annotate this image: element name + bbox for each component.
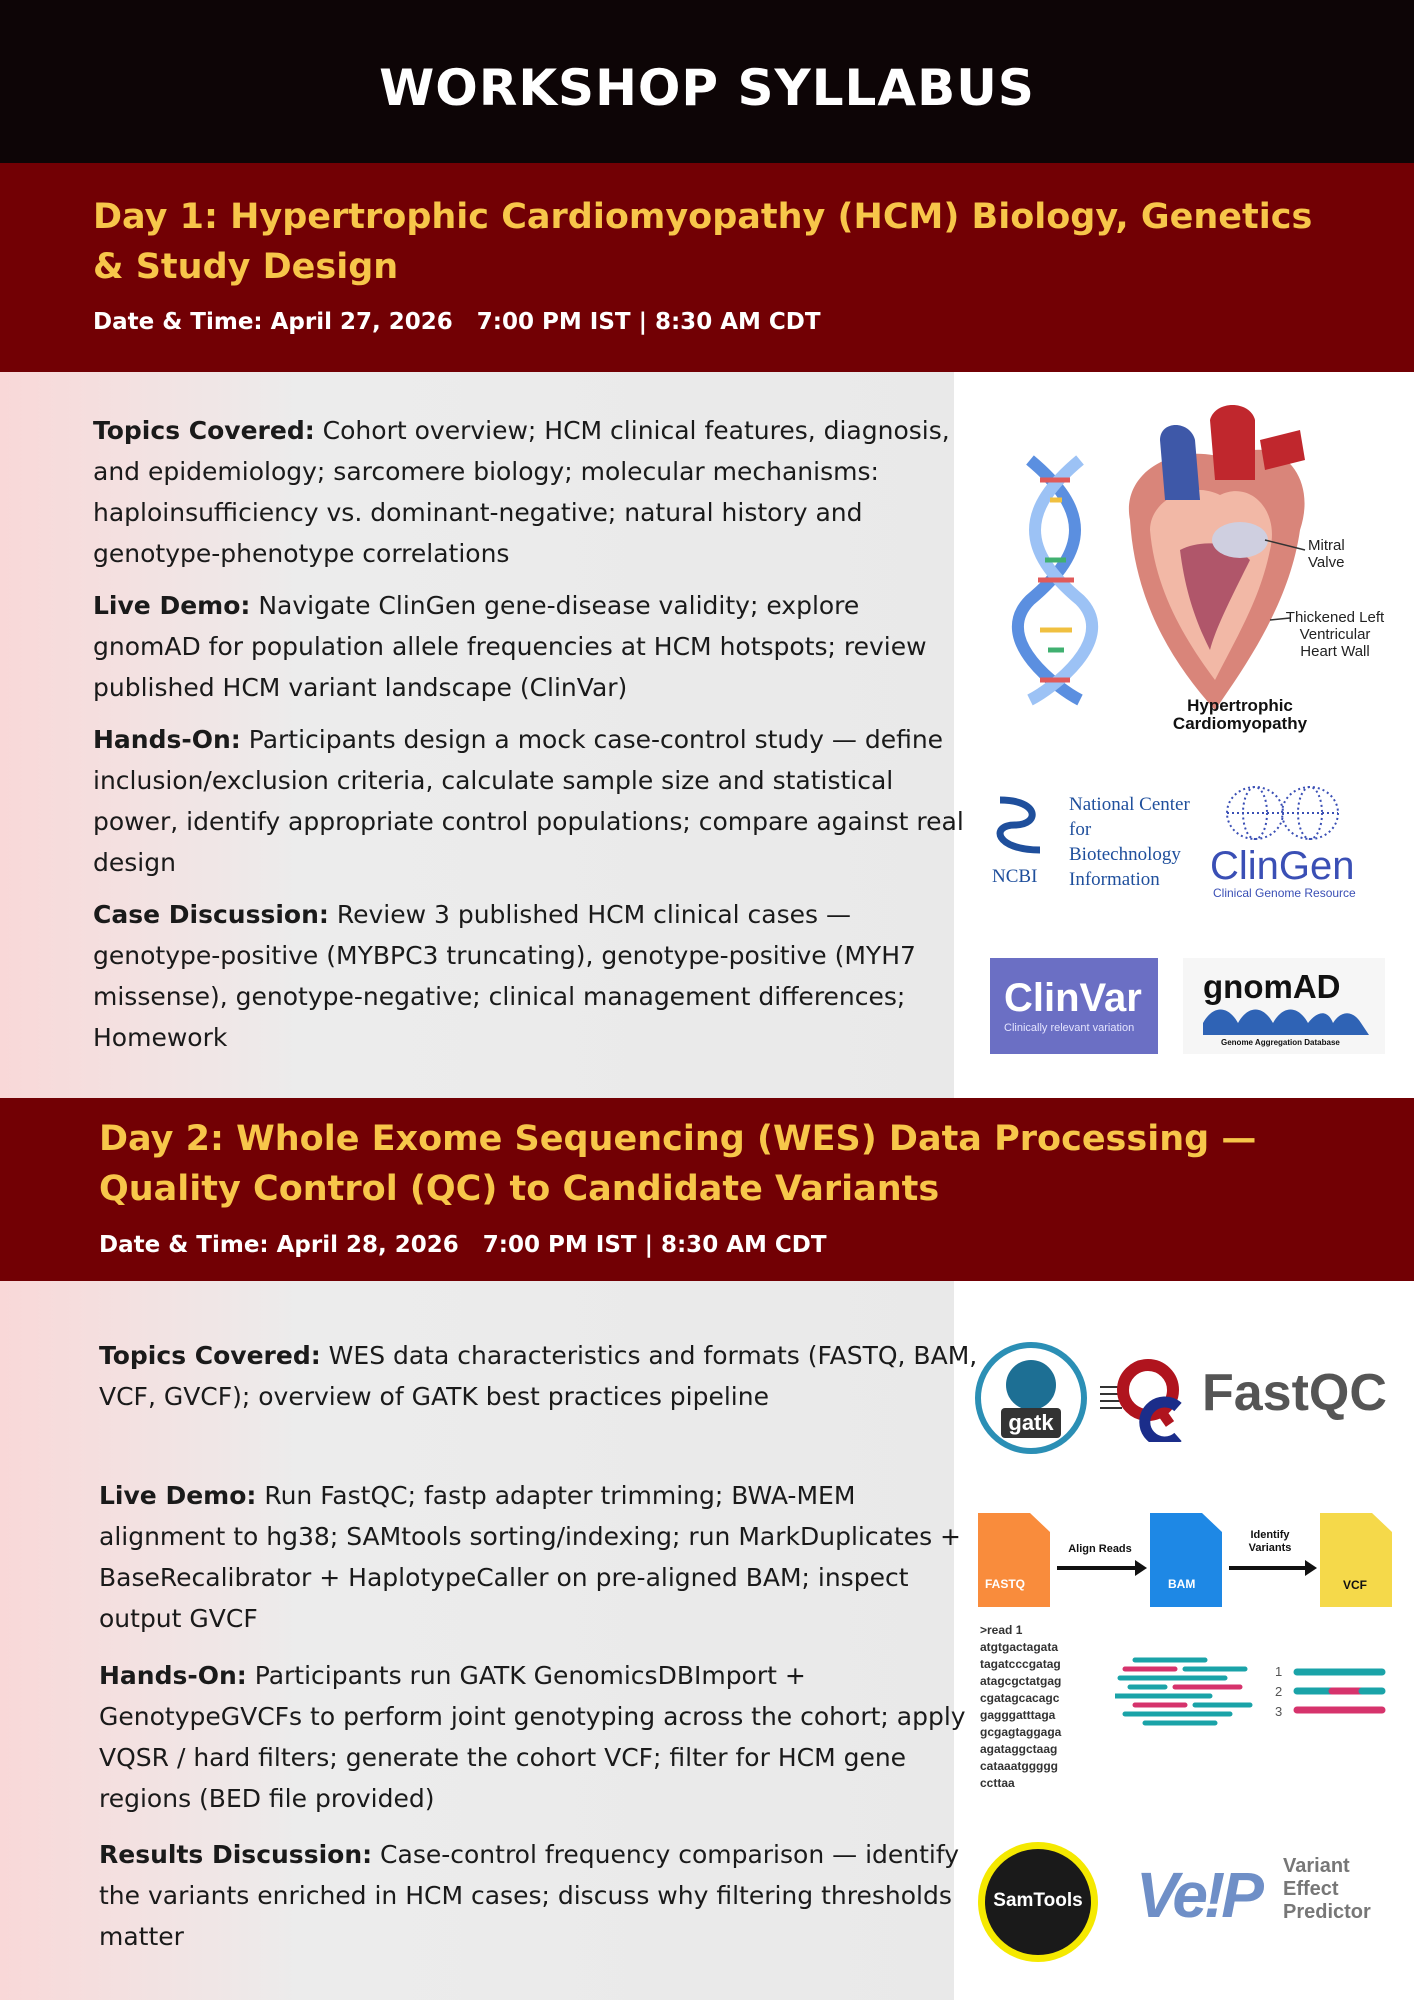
read-line: cgatagcacagc bbox=[980, 1691, 1060, 1705]
gatk-name: gatk bbox=[1001, 1408, 1061, 1438]
dna-helix-icon bbox=[1018, 460, 1092, 700]
aligned-reads-icon bbox=[1115, 1655, 1255, 1735]
read-line: gcgagtaggaga bbox=[980, 1725, 1062, 1739]
day1-header-band bbox=[0, 163, 1414, 372]
day1-topics: Topics Covered: Cohort overview; HCM clinical features, diagnosis, and epidemiology; sarcomere biology; molecular mechanisms: haploinsufficiency vs. dominant-negative; natural history and genotype-phenotype correlations bbox=[93, 416, 950, 568]
gnomad-name: gnomAD bbox=[1203, 968, 1341, 1005]
clingen-name: ClinGen bbox=[1210, 844, 1355, 888]
read-line: agataggctaag bbox=[980, 1742, 1058, 1756]
align-reads-label: Align Reads bbox=[1068, 1543, 1132, 1555]
day1-title: Day 1: Hypertrophic Cardiomyopathy (HCM) Biology, Genetics & Study Design bbox=[93, 197, 1313, 287]
clingen-subtitle: Clinical Genome Resource bbox=[1213, 886, 1356, 900]
wrench-icon bbox=[1006, 1360, 1056, 1410]
gnomad-subtitle: Genome Aggregation Database bbox=[1221, 1038, 1340, 1047]
ncbi-name: National Center for Biotechnology Information bbox=[1069, 794, 1190, 890]
read-line: gagggatttaga bbox=[980, 1708, 1056, 1722]
bam-file-icon bbox=[1150, 1513, 1222, 1607]
day2-hands-on: Hands-On: Participants run GATK GenomicsDBImport + GenotypeGVCFs to perform joint genotyping across the cohort; apply VQSR / hard filters; generate the cohort VCF; filter for HCM gene regions (BED file provided) bbox=[99, 1661, 966, 1813]
fastq-file-icon bbox=[978, 1513, 1050, 1607]
heart-icon bbox=[1129, 405, 1305, 710]
read-header: >read 1 bbox=[980, 1623, 1023, 1637]
read-line: atagcgctatgag bbox=[980, 1674, 1062, 1688]
clinvar-name: ClinVar bbox=[1004, 976, 1142, 1020]
mitral-valve-label: Mitral Valve bbox=[1308, 537, 1345, 571]
day1-live-demo: Live Demo: Navigate ClinGen gene-disease validity; explore gnomAD for population allele frequencies at HCM hotspots; review published HCM variant landscape (ClinVar) bbox=[93, 591, 927, 702]
gatk-logo bbox=[975, 1342, 1087, 1454]
track-numbers: 1 2 3 bbox=[1275, 1664, 1283, 1719]
bam-label: BAM bbox=[1168, 1577, 1196, 1591]
ncbi-helix-icon bbox=[990, 790, 1050, 860]
fastqc-qc-icon bbox=[1100, 1352, 1190, 1442]
read-line: cataaatggggg bbox=[980, 1759, 1059, 1773]
gnomad-waves-icon bbox=[1203, 1005, 1369, 1035]
day1-case-discussion: Case Discussion: Review 3 published HCM clinical cases — genotype-positive (MYBPC3 truncating), genotype-positive (MYH7 missense), genotype-negative; clinical management differences; Homework bbox=[93, 900, 916, 1052]
clinvar-subtitle: Clinically relevant variation bbox=[1004, 1022, 1135, 1034]
read-line: atgtgactagata bbox=[980, 1640, 1059, 1654]
gnomad-logo bbox=[1183, 958, 1385, 1054]
samtools-name: SamTools bbox=[993, 1890, 1083, 1911]
fastq-label: FASTQ bbox=[985, 1577, 1026, 1591]
vep-name: Variant Effect Predictor bbox=[1283, 1855, 1371, 1923]
fastqc-name: FastQC bbox=[1202, 1364, 1387, 1422]
day2-live-demo: Live Demo: Run FastQC; fastp adapter trimming; BWA-MEM alignment to hg38; SAMtools sorting/indexing; run MarkDuplicates + BaseRecalibrator + HaplotypeCaller on pre-aligned BAM; inspect output GVCF bbox=[99, 1481, 961, 1633]
clingen-globe-icon bbox=[1215, 783, 1355, 843]
day2-datetime: Date & Time: April 28, 2026 7:00 PM IST | 8:30 AM CDT bbox=[99, 1232, 827, 1258]
read-line: tagatcccgatag bbox=[980, 1657, 1061, 1671]
clinvar-logo bbox=[990, 958, 1158, 1054]
ncbi-abbr: NCBI bbox=[992, 866, 1038, 887]
vcf-label: VCF bbox=[1343, 1578, 1367, 1592]
vep-logo: Ve!P bbox=[1136, 1859, 1260, 1931]
day2-title: Day 2: Whole Exome Sequencing (WES) Data Processing — Quality Control (QC) to Candidate Variants bbox=[99, 1119, 1257, 1209]
day2-results-discussion: Results Discussion: Case-control frequency comparison — identify the variants enriched in HCM cases; discuss why filtering thresholds matter bbox=[99, 1840, 960, 1951]
vcf-file-icon bbox=[1320, 1513, 1392, 1607]
page-title: WORKSHOP SYLLABUS bbox=[379, 58, 1035, 117]
identify-variants-label: Identify Variants bbox=[1248, 1529, 1292, 1554]
workshop-header bbox=[0, 0, 1414, 163]
variant-tracks-icon bbox=[1292, 1664, 1392, 1724]
day2-topics: Topics Covered: WES data characteristics and formats (FASTQ, BAM, VCF, GVCF); overview of GATK best practices pipeline bbox=[99, 1341, 978, 1411]
day2-header-band bbox=[0, 1098, 1414, 1281]
samtools-logo bbox=[978, 1842, 1098, 1962]
pipeline-diagram bbox=[975, 1510, 1395, 1610]
read-line: ccttaa bbox=[980, 1776, 1015, 1790]
day1-datetime: Date & Time: April 27, 2026 7:00 PM IST | 8:30 AM CDT bbox=[93, 309, 821, 335]
heart-wall-label: Thickened Left Ventricular Heart Wall bbox=[1285, 609, 1385, 660]
day1-hands-on: Hands-On: Participants design a mock case-control study — define inclusion/exclusion criteria, calculate sample size and statistical power, identify appropriate control populations; compare against real design bbox=[93, 725, 964, 877]
heart-caption: Hypertrophic Cardiomyopathy bbox=[1172, 696, 1308, 733]
read-sequence-block bbox=[980, 1622, 1061, 1792]
